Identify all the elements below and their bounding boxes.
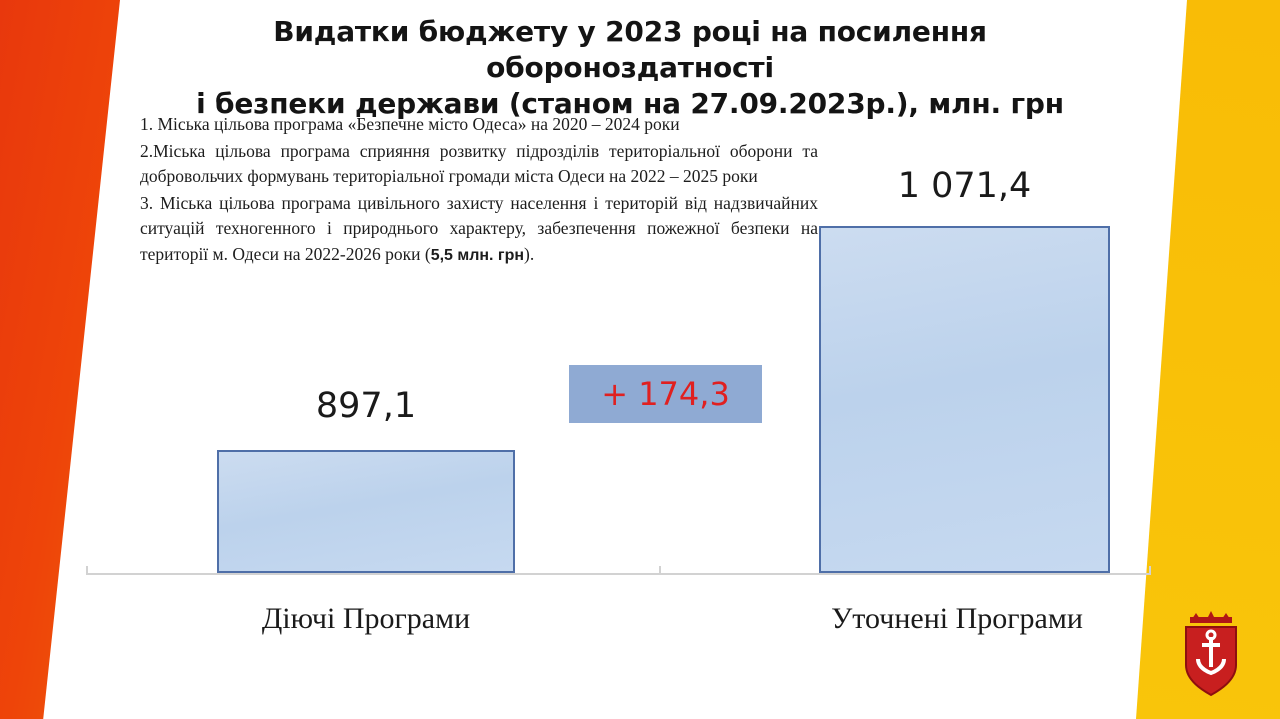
bar-chart: [86, 120, 1151, 635]
bar-utochneni-programy: [819, 226, 1110, 573]
delta-annotation-label: + 174,3: [601, 375, 730, 413]
note-item-3-tail: ).: [524, 243, 535, 264]
note-item-1: 1. Міська цільова програма «Безпечне місто Одеса» на 2020 – 2024 роки: [140, 114, 680, 134]
slide-title-line-1: Видатки бюджету у 2023 році на посилення обороноздатності: [273, 15, 987, 84]
category-label-utochneni: Уточнені Програми: [831, 602, 1083, 635]
axis-tick-left: [86, 566, 88, 575]
axis-tick-right: [1149, 566, 1151, 575]
note-item-3-text: 3. Міська цільова програма цивільного захисту населення і територій від надзвичайних ситуацій техногенного і природнього характеру, забезпечення пожежної безпеки на території м. Одеси на 2022-2026 роки (: [140, 192, 818, 264]
slide-title: [130, 14, 1130, 122]
odesa-coat-of-arms-emblem: [1172, 611, 1250, 697]
slide-title-line-2: і безпеки держави (станом на 27.09.2023р.), млн. грн: [196, 87, 1064, 120]
category-label-diyuchi: Діючі Програми: [261, 602, 471, 635]
axis-tick-middle: [659, 566, 661, 575]
note-item-3-amount: 5,5 млн. грн: [430, 246, 525, 264]
bar-value-label-diyuchi: 897,1: [315, 386, 417, 426]
bar-value-label-utochneni: 1 071,4: [897, 166, 1032, 206]
note-item-2: 2.Міська цільова програма сприяння розвитку підрозділів територіальної оборони та добровольчих формувань територіальної громади міста Одеси на 2022 – 2025 роки: [140, 140, 818, 186]
chart-baseline-axis: [86, 573, 1151, 575]
delta-annotation-box: [569, 365, 762, 423]
bar-diyuchi-programy: [217, 450, 515, 573]
